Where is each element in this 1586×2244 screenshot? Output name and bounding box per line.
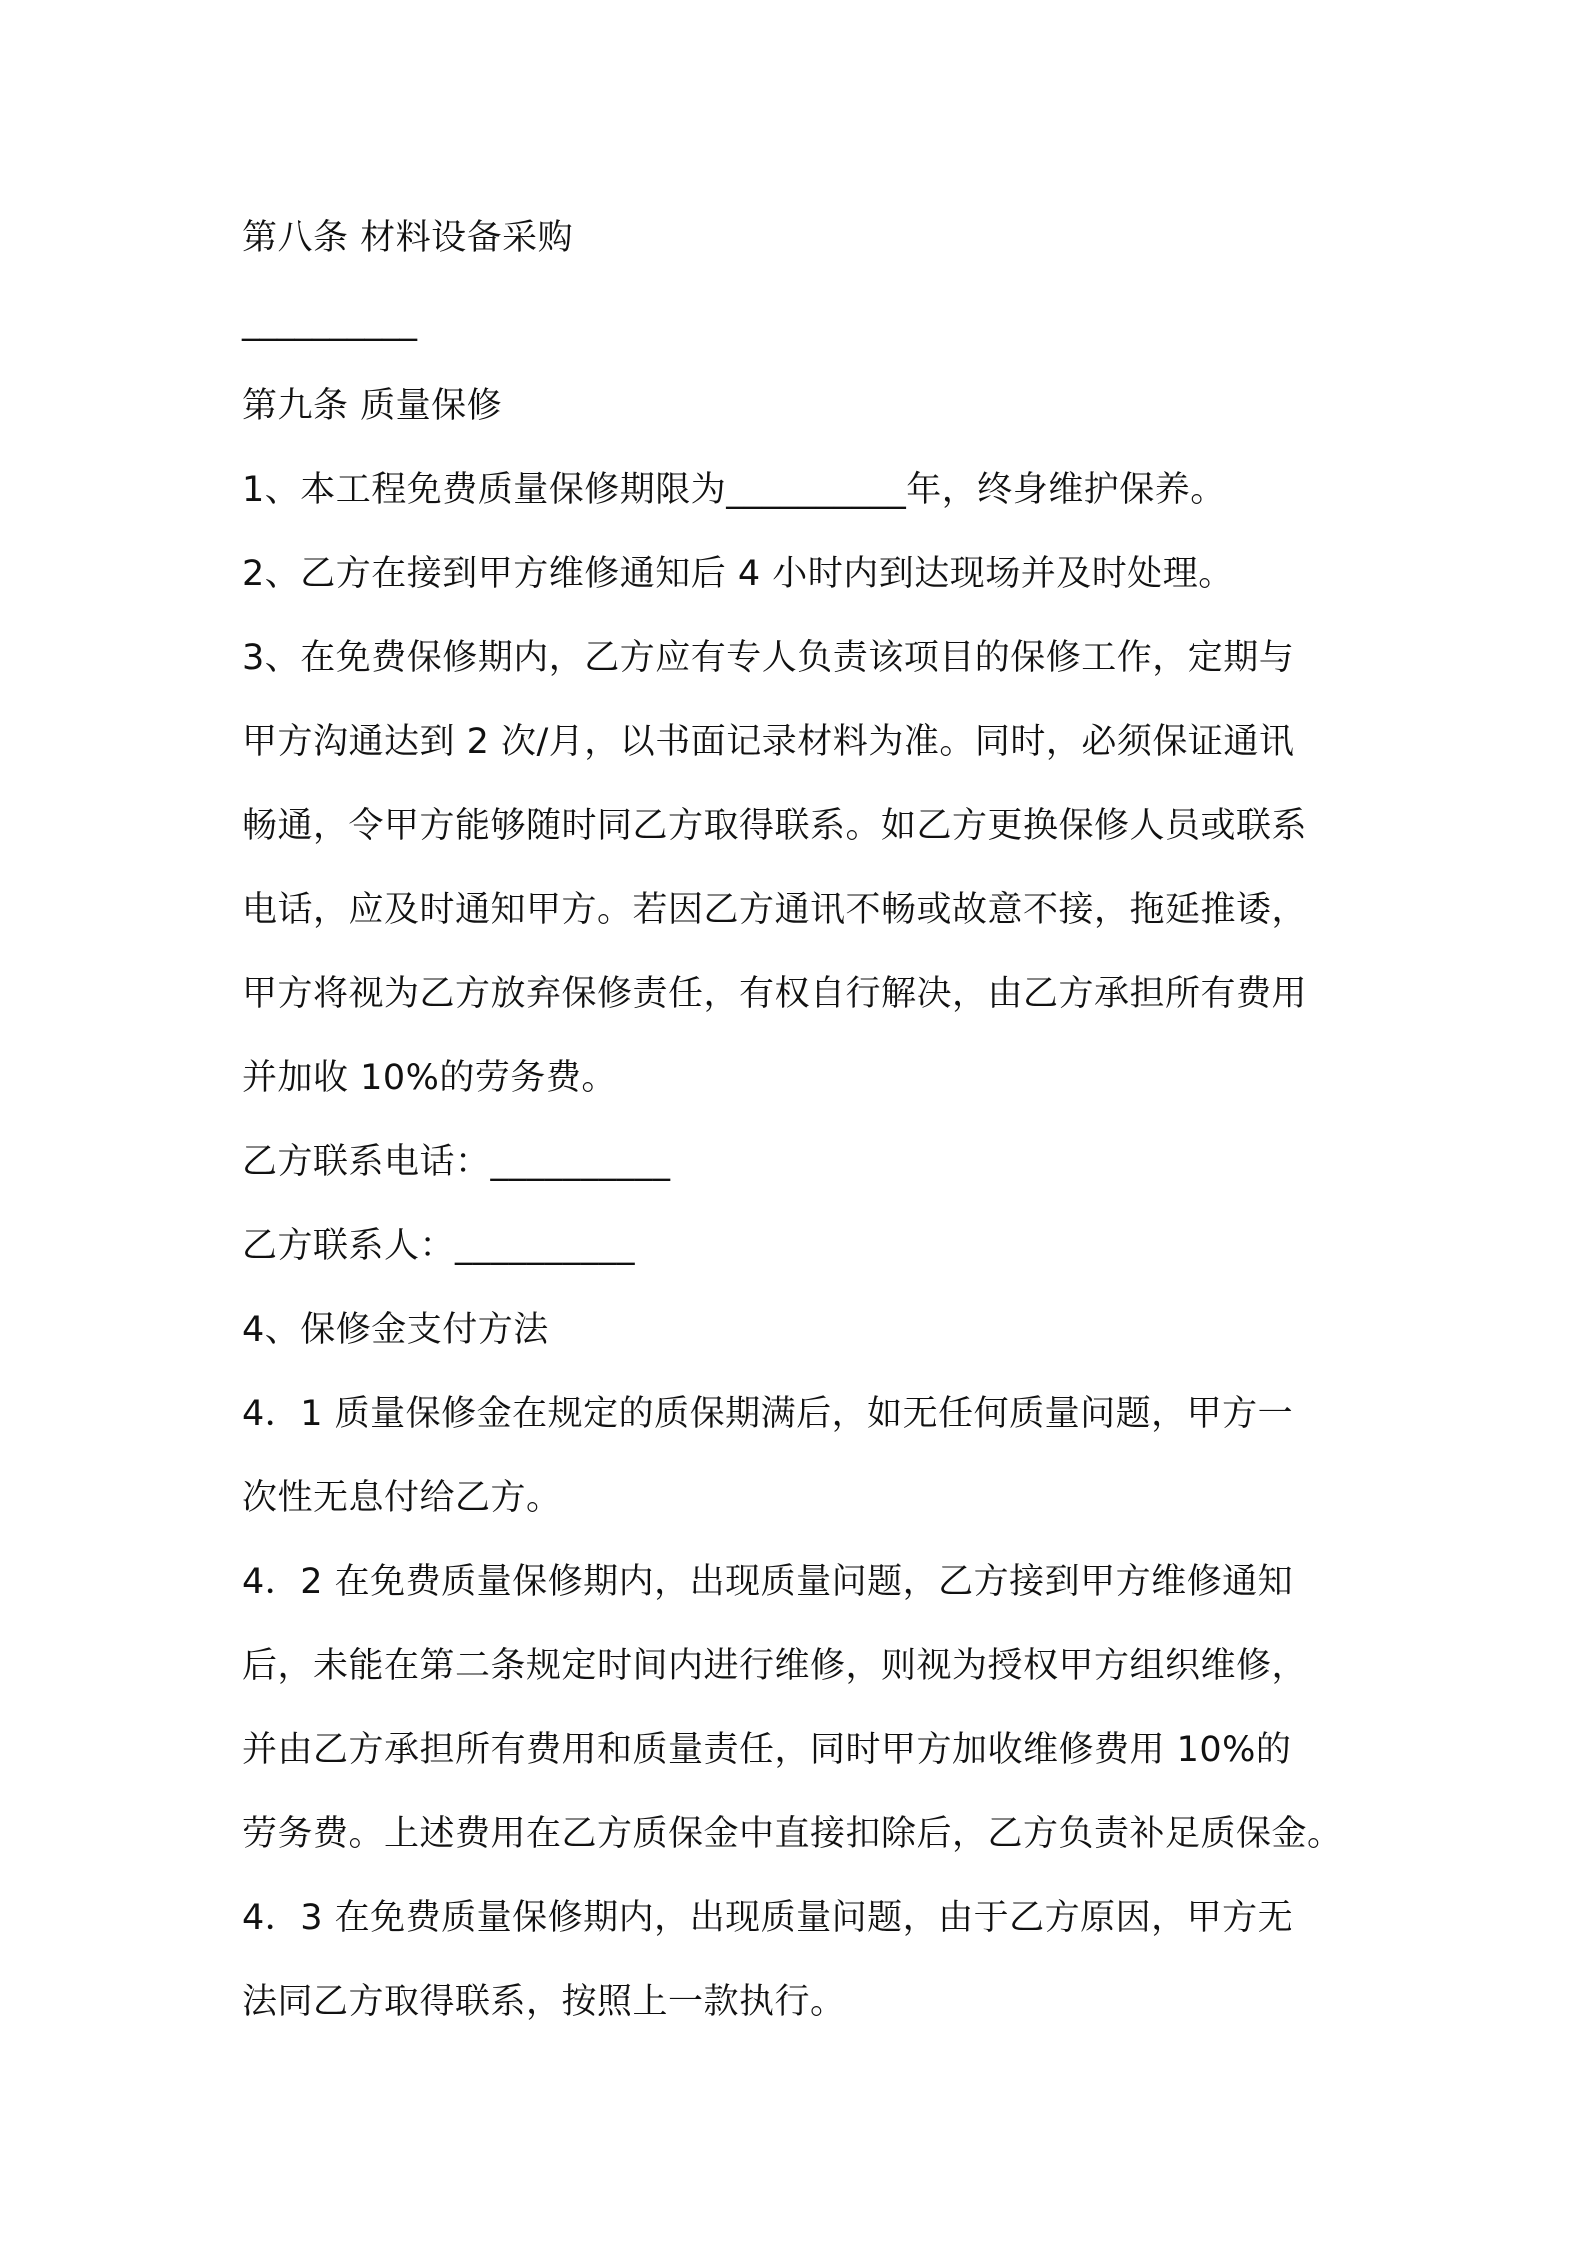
clause-3-line-5: 甲方将视为乙方放弃保修责任，有权自行解决，由乙方承担所有费用 bbox=[242, 974, 1308, 1014]
document-body bbox=[242, 196, 1352, 2044]
clause-3-line-6: 并加收 10%的劳务费。 bbox=[242, 1058, 617, 1098]
clause-3-line-4: 电话，应及时通知甲方。若因乙方通讯不畅或故意不接，拖延推诿， bbox=[242, 890, 1308, 930]
clause-4-1-line-1: 4．1 质量保修金在规定的质保期满后，如无任何质量问题，甲方一 bbox=[242, 1394, 1294, 1434]
article-9-heading: 第九条 质量保修 bbox=[242, 386, 503, 426]
clause-4-3-line-2: 法同乙方取得联系，按照上一款执行。 bbox=[242, 1982, 846, 2022]
article-8-blank: __________ bbox=[242, 302, 417, 342]
contact-person-line: 乙方联系人：__________ bbox=[242, 1226, 636, 1266]
clause-4-2-line-4: 劳务费。上述费用在乙方质保金中直接扣除后，乙方负责补足质保金。 bbox=[242, 1814, 1343, 1854]
clause-2: 2、乙方在接到甲方维修通知后 4 小时内到达现场并及时处理。 bbox=[242, 554, 1234, 594]
clause-3-line-1: 3、在免费保修期内，乙方应有专人负责该项目的保修工作，定期与 bbox=[242, 638, 1295, 678]
clause-4-2-line-3: 并由乙方承担所有费用和质量责任，同时甲方加收维修费用 10%的 bbox=[242, 1730, 1292, 1770]
contact-phone-line: 乙方联系电话：__________ bbox=[242, 1142, 671, 1182]
clause-1: 1、本工程免费质量保修期限为__________年，终身维护保养。 bbox=[242, 470, 1226, 510]
article-8-heading: 第八条 材料设备采购 bbox=[242, 218, 574, 258]
clause-4-3-line-1: 4．3 在免费质量保修期内，出现质量问题，由于乙方原因，甲方无 bbox=[242, 1898, 1294, 1938]
clause-4-2-line-1: 4．2 在免费质量保修期内，出现质量问题，乙方接到甲方维修通知 bbox=[242, 1562, 1294, 1602]
clause-4-heading: 4、保修金支付方法 bbox=[242, 1310, 549, 1350]
clause-4-2-line-2: 后，未能在第二条规定时间内进行维修，则视为授权甲方组织维修， bbox=[242, 1646, 1308, 1686]
clause-3-line-2: 甲方沟通达到 2 次/月，以书面记录材料为准。同时，必须保证通讯 bbox=[242, 722, 1295, 762]
clause-4-1-line-2: 次性无息付给乙方。 bbox=[242, 1478, 562, 1518]
clause-3-line-3: 畅通，令甲方能够随时同乙方取得联系。如乙方更换保修人员或联系 bbox=[242, 806, 1308, 846]
